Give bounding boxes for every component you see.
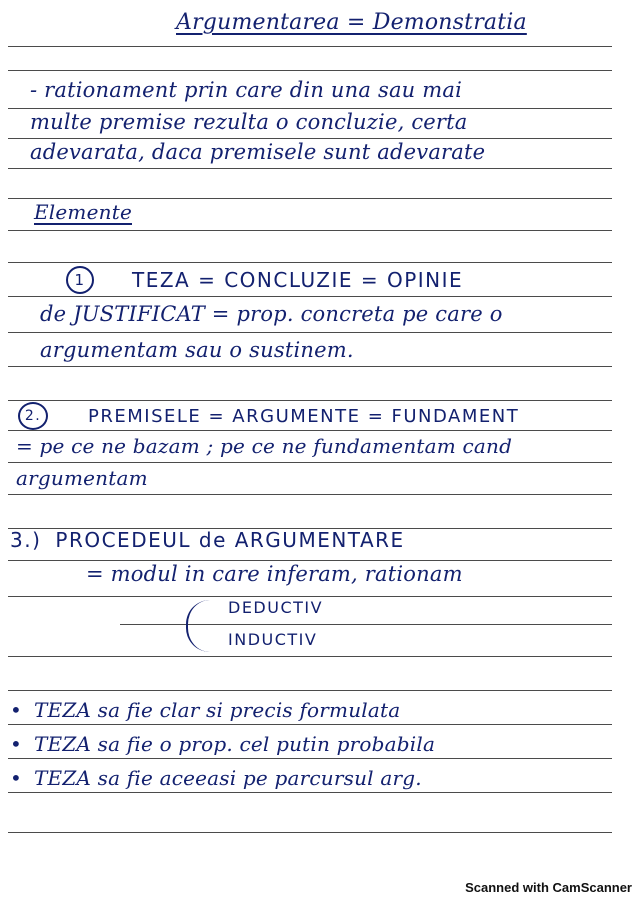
definition-line-1: - rationament prin care din una sau mai [30,78,463,102]
ruled-line [8,168,612,169]
item-3-header [10,528,405,552]
elements-heading: Elemente [34,200,132,224]
page-title: Argumentarea = Demonstratia [176,10,527,35]
ruled-line [8,198,612,199]
ruled-line [8,138,612,139]
ruled-line [8,792,612,793]
item-2-title: PREMISELE = ARGUMENTE = FUNDAMENT [88,405,520,427]
subitem-deductiv: DEDUCTIV [228,598,324,617]
bullet-1-text: TEZA sa fie clar si precis formulata [34,698,401,722]
item-3-title: PROCEDEUL de ARGUMENTARE [55,528,405,552]
ruled-line [8,690,612,691]
ruled-line [8,230,612,231]
item-2-header [18,402,519,430]
ruled-line [8,758,612,759]
ruled-line [8,560,612,561]
ruled-line [8,70,612,71]
ruled-line [8,262,612,263]
item-1-line-2: de JUSTIFICAT = prop. concreta pe care o [40,302,503,326]
ruled-line [8,832,612,833]
bullet-2 [10,732,435,756]
item-2-number: 2. [18,402,48,430]
item-3-number: 3.) [10,528,42,552]
item-1-title: TEZA = CONCLUZIE = OPINIE [132,268,464,292]
ruled-line [8,656,612,657]
ruled-line [8,332,612,333]
definition-line-2: multe premise rezulta o concluzie, certa [30,110,468,134]
ruled-line [8,296,612,297]
subitem-inductiv: INDUCTIV [228,630,318,649]
item-1-number: 1 [66,266,94,294]
ruled-line [8,366,612,367]
bullet-dot: • [10,732,22,756]
bullet-1 [10,698,400,722]
bullet-3 [10,766,422,790]
item-1-header [66,266,463,294]
ruled-line [8,108,612,109]
ruled-line [8,400,612,401]
ruled-line [8,46,612,47]
bullet-dot: • [10,766,22,790]
ruled-line [8,724,612,725]
item-2-line-2: = pe ce ne bazam ; pe ce ne fundamentam cand [16,434,513,458]
definition-line-3: adevarata, daca premisele sunt adevarate [30,140,486,164]
ruled-line [8,430,612,431]
ruled-line [8,494,612,495]
item-2-line-3: argumentam [16,466,148,490]
bullet-2-text: TEZA sa fie o prop. cel putin probabila [34,732,436,756]
bullet-3-text: TEZA sa fie aceeasi pe parcursul arg. [34,766,422,790]
item-1-line-3: argumentam sau o sustinem. [40,338,354,362]
ruled-line [8,462,612,463]
curly-brace [186,600,214,652]
ruled-line [8,596,612,597]
scanner-watermark: Scanned with CamScanner [465,880,632,895]
bullet-dot: • [10,698,22,722]
item-3-line-2: = modul in care inferam, rationam [86,562,463,586]
